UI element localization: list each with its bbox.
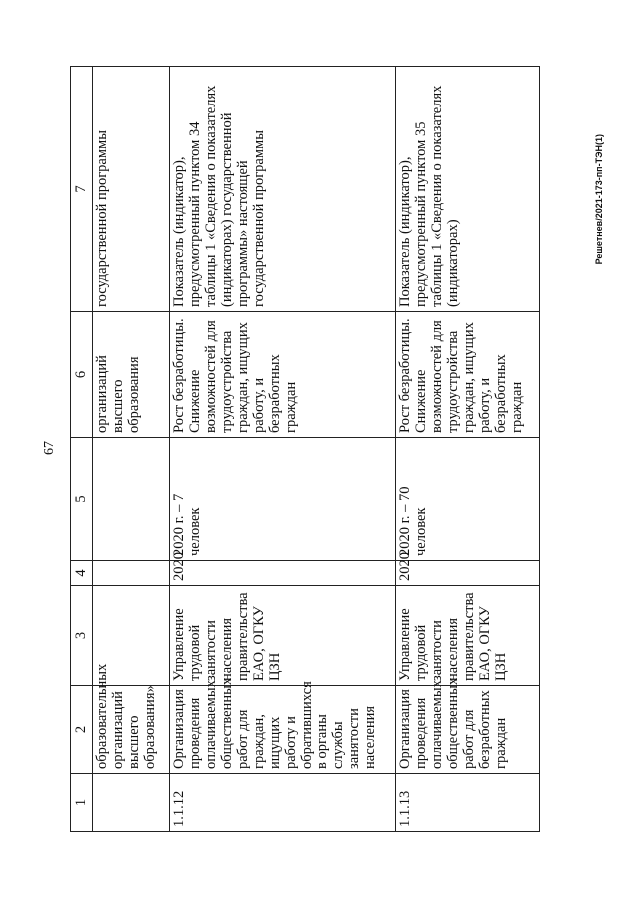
header-cell: 6 bbox=[71, 312, 93, 438]
table-cell bbox=[93, 438, 170, 561]
table-cell: 2020 г. – 70 человек bbox=[396, 438, 540, 561]
table-cell: государственной программы bbox=[93, 67, 170, 312]
table-cell: Организация проведения оплачиваемых общественных работ для безработных граждан bbox=[396, 686, 540, 774]
header-row bbox=[71, 67, 93, 832]
table-cell: Показатель (индикатор), предусмотренный пунктом 35 таблицы 1 «Сведения о показателях (индикаторах) bbox=[396, 67, 540, 312]
table-cell: организаций высшего образования bbox=[93, 312, 170, 438]
table-cell: Управление трудовой занятости населения правительства ЕАО, ОГКУ ЦЗН bbox=[396, 586, 540, 686]
table-cell: Рост безработицы. Снижение возможностей для трудоустройства граждан, ищущих работу, и безработных граждан bbox=[170, 312, 396, 438]
header-cell: 4 bbox=[71, 561, 93, 586]
table-cell: 2020 bbox=[170, 561, 396, 586]
header-cell: 1 bbox=[71, 774, 93, 832]
page-number: 67 bbox=[42, 441, 57, 455]
program-measures-table bbox=[70, 66, 540, 832]
document-reference: Решетнев/2021-173-пп-ТЭН(1) bbox=[594, 134, 604, 265]
rotated-table-container bbox=[70, 67, 540, 832]
table-cell: Рост безработицы. Снижение возможностей для трудоустройства граждан, ищущих работу, и безработных граждан bbox=[396, 312, 540, 438]
table-row bbox=[170, 67, 396, 832]
header-cell: 3 bbox=[71, 586, 93, 686]
table-row bbox=[93, 67, 170, 832]
table-cell: 2020 г. – 7 человек bbox=[170, 438, 396, 561]
header-cell: 7 bbox=[71, 67, 93, 312]
table-cell: образовательных организаций высшего образования» bbox=[93, 686, 170, 774]
table-cell: Показатель (индикатор), предусмотренный пунктом 34 таблицы 1 «Сведения о показателях (индикаторах) государственной программы» настоящей государственной программы bbox=[170, 67, 396, 312]
table-cell bbox=[93, 561, 170, 586]
header-cell: 5 bbox=[71, 438, 93, 561]
table-cell: 1.1.13 bbox=[396, 774, 540, 832]
table-cell: 1.1.12 bbox=[170, 774, 396, 832]
table-cell bbox=[93, 774, 170, 832]
table-row bbox=[396, 67, 540, 832]
header-cell: 2 bbox=[71, 686, 93, 774]
table-cell: Управление трудовой занятости населения правительства ЕАО, ОГКУ ЦЗН bbox=[170, 586, 396, 686]
table-cell: 2020 bbox=[396, 561, 540, 586]
table-cell: Организация проведения оплачиваемых общественных работ для граждан, ищущих работу и обратившихся в органы службы занятости населения bbox=[170, 686, 396, 774]
